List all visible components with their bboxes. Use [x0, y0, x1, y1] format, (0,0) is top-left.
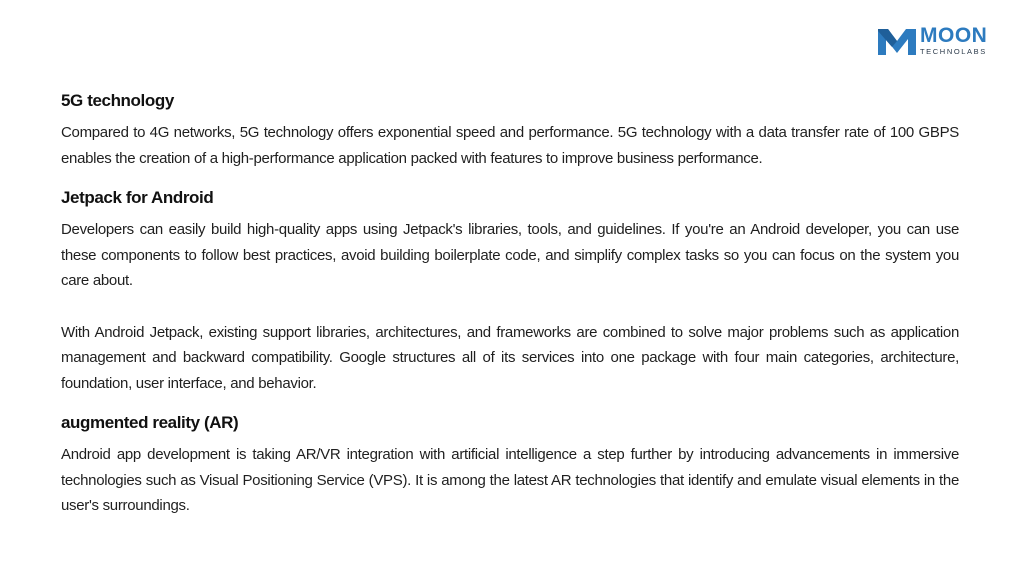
brand-tagline: TECHNOLABS — [920, 46, 987, 56]
article-body — [61, 88, 959, 519]
paragraph-jetpack-1: Developers can easily build high-quality apps using Jetpack's libraries, tools, and guidelines. If you're an Android developer, you can use these components to follow best practices, avoid building boilerplate code, and simplify complex tasks so you can focus on the system you care about. — [61, 221, 959, 289]
brand-name: MOON — [920, 23, 988, 47]
moon-technolabs-logo-icon — [878, 25, 916, 55]
heading-5g-technology: 5G technology — [61, 91, 174, 110]
brand-wordmark — [920, 25, 987, 56]
paragraph-5g-technology: Compared to 4G networks, 5G technology offers exponential speed and performance. 5G technology with a data transfer rate of 100 GBPS enables the creation of a high-performance application packed with features to improve business performance. — [61, 124, 959, 167]
heading-jetpack-for-android: Jetpack for Android — [61, 188, 214, 207]
heading-augmented-reality: augmented reality (AR) — [61, 413, 239, 432]
brand-logo — [878, 22, 1002, 58]
paragraph-jetpack-2: With Android Jetpack, existing support libraries, architectures, and frameworks are combined to solve major problems such as application management and backward compatibility. Google structures all of its services into one package with four main categories, architecture, foundation, user interface, and behavior. — [61, 323, 959, 392]
paragraph-augmented-reality: Android app development is taking AR/VR integration with artificial intelligence a step further by introducing advancements in immersive technologies such as Visual Positioning Service (VPS). It is among the latest AR technologies that identify and emulate visual elements in the user's surroundings. — [61, 446, 959, 514]
